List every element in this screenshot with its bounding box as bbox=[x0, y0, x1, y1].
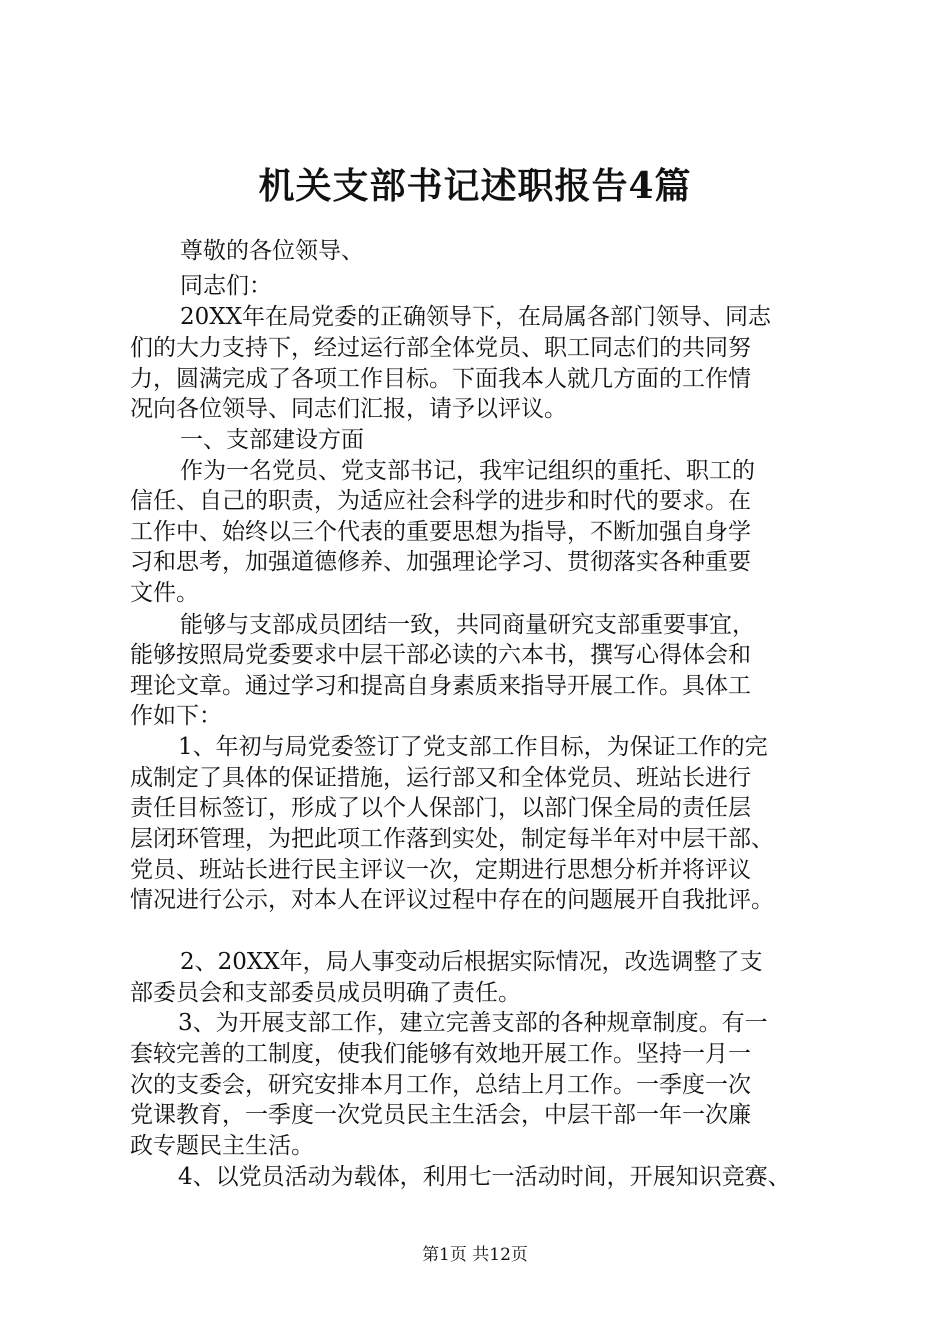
text-line: 1、年初与局党委签订了党支部工作目标，为保证工作的完 bbox=[178, 734, 768, 760]
text-line: 习和思考，加强道德修养、加强理论学习、贯彻落实各种重要 bbox=[130, 549, 751, 575]
text-line: 成制定了具体的保证措施，运行部又和全体党员、班站长进行 bbox=[130, 765, 751, 791]
text-line: 力，圆满完成了各项工作目标。下面我本人就几方面的工作情 bbox=[130, 366, 751, 392]
text-line: 工作中、始终以三个代表的重要思想为指导，不断加强自身学 bbox=[130, 519, 751, 545]
text-line: 情况进行公示，对本人在评议过程中存在的问题展开自我批评。 bbox=[130, 887, 774, 913]
text-line: 党员、班站长进行民主评议一次，定期进行思想分析并将评议 bbox=[130, 857, 751, 883]
text-line: 尊敬的各位领导、 bbox=[180, 238, 364, 264]
text-line: 作为一名党员、党支部书记，我牢记组织的重托、职工的 bbox=[180, 458, 755, 484]
text-line: 作如下： bbox=[130, 703, 222, 729]
text-line: 3、为开展支部工作，建立完善支部的各种规章制度。有一 bbox=[178, 1010, 768, 1036]
text-line: 2、20XX年，局人事变动后根据实际情况，改选调整了支 bbox=[180, 949, 763, 975]
text-line: 套较完善的工制度，使我们能够有效地开展工作。坚持一月一 bbox=[130, 1041, 751, 1067]
text-line: 信任、自己的职责，为适应社会科学的进步和时代的要求。在 bbox=[130, 488, 751, 514]
text-line: 党课教育，一季度一次党员民主生活会，中层干部一年一次廉 bbox=[130, 1102, 751, 1128]
text-line: 次的支委会，研究安排本月工作，总结上月工作。一季度一次 bbox=[130, 1072, 751, 1098]
text-line: 同志们： bbox=[180, 273, 272, 299]
text-line: 文件。 bbox=[130, 580, 199, 606]
text-line: 部委员会和支部委员成员明确了责任。 bbox=[130, 980, 521, 1006]
text-line: 们的大力支持下，经过运行部全体党员、职工同志们的共同努 bbox=[130, 335, 751, 361]
text-line: 况向各位领导、同志们汇报，请予以评议。 bbox=[130, 396, 567, 422]
text-line: 层闭环管理，为把此项工作落到实处，制定每半年对中层干部、 bbox=[130, 826, 774, 852]
document-title: 机关支部书记述职报告4篇 bbox=[258, 165, 692, 207]
section-heading: 一、支部建设方面 bbox=[180, 427, 364, 453]
text-line: 20XX年在局党委的正确领导下，在局属各部门领导、同志 bbox=[180, 304, 772, 330]
text-line: 政专题民主生活。 bbox=[130, 1133, 314, 1159]
text-line: 能够与支部成员团结一致，共同商量研究支部重要事宜， bbox=[180, 612, 755, 638]
text-line: 责任目标签订，形成了以个人保部门，以部门保全局的责任层 bbox=[130, 795, 751, 821]
text-line: 能够按照局党委要求中层干部必读的六本书，撰写心得体会和 bbox=[130, 642, 751, 668]
page-footer: 第1页 共12页 bbox=[422, 1245, 528, 1265]
text-line: 4、以党员活动为载体，利用七一活动时间，开展知识竞赛、 bbox=[178, 1164, 791, 1190]
text-line: 理论文章。通过学习和提高自身素质来指导开展工作。具体工 bbox=[130, 673, 751, 699]
